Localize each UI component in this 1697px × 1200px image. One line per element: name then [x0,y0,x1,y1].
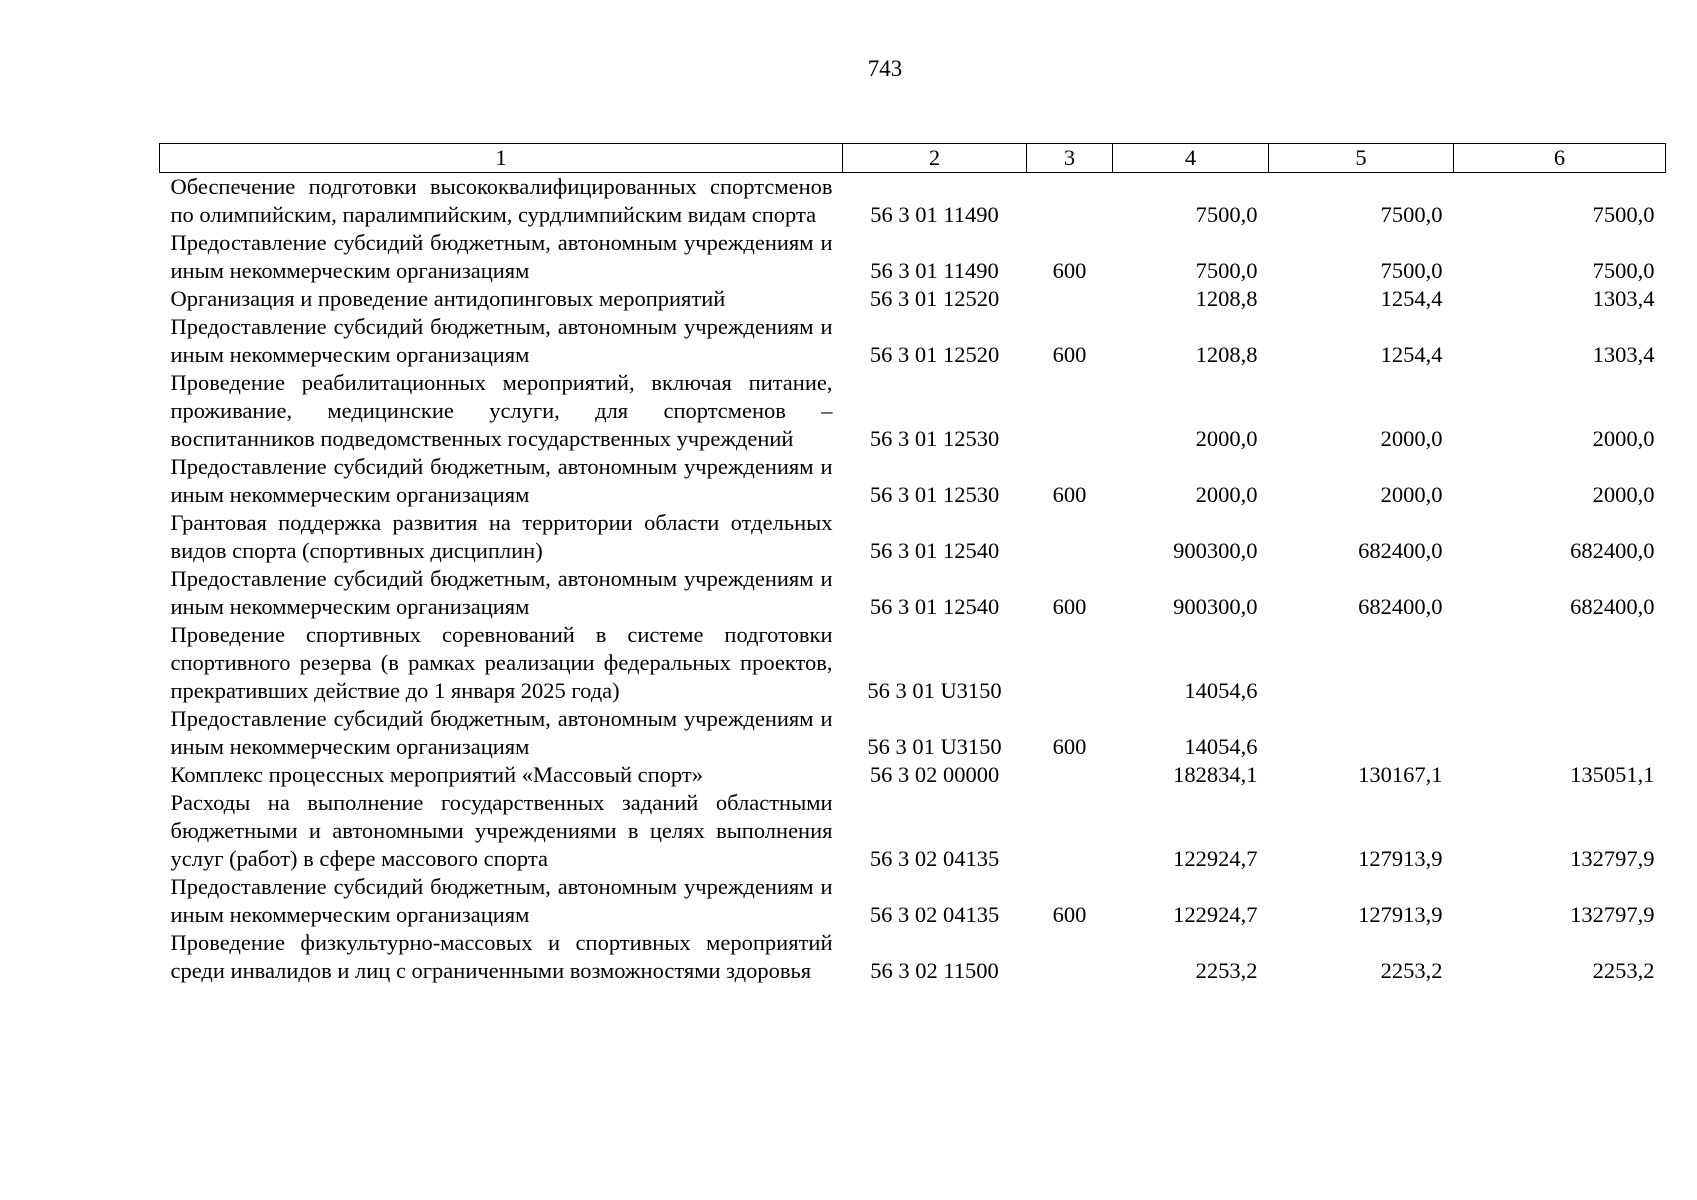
amount-col4-cell: 1208,8 [1195,286,1258,311]
amount-col5-cell: 7500,0 [1380,202,1443,227]
column-header-6: 6 [1454,144,1666,173]
amount-col5-cell: 2000,0 [1380,482,1443,507]
table-row [160,873,1666,929]
amount-col6-cell: 2000,0 [1592,482,1655,507]
amount-col4-cell: 122924,7 [1173,902,1258,927]
expense-name-cell: Проведение спортивных соревнований в системе подготовки спортивного резерва (в рамках реализации федеральных проектов, прекративших действие до 1 января 2025 года) [170,622,833,703]
expense-name-cell: Расходы на выполнение государственных заданий областными бюджетными и автономными учреждениями в целях выполнения услуг (работ) в сфере массового спорта [170,790,833,871]
amount-col5-cell [1269,705,1454,761]
expense-name-cell: Предоставление субсидий бюджетным, автономным учреждениям и иным некоммерческим организациям [170,874,833,927]
budget-table-container [159,143,1666,985]
table-row [160,173,1666,230]
budget-code-cell: 56 3 01 U3150 [867,734,1002,759]
budget-code-cell: 56 3 01 12520 [869,342,1000,367]
expense-type-cell: 600 [1052,258,1087,283]
table-row [160,929,1666,985]
amount-col4-cell: 2000,0 [1195,482,1258,507]
amount-col5-cell: 682400,0 [1358,594,1443,619]
table-row [160,621,1666,705]
budget-code-cell: 56 3 02 00000 [869,762,1000,787]
expense-type-cell: 600 [1052,342,1087,367]
expense-type-cell [1027,929,1113,985]
column-header-5: 5 [1269,144,1454,173]
amount-col6-cell: 2000,0 [1592,426,1655,451]
table-row [160,369,1666,453]
expense-type-cell: 600 [1052,594,1087,619]
amount-col4-cell: 7500,0 [1195,258,1258,283]
budget-code-cell: 56 3 01 12530 [869,482,1000,507]
expense-type-cell [1027,761,1113,789]
amount-col4-cell: 900300,0 [1173,538,1258,563]
expense-type-cell [1027,621,1113,705]
expense-name-cell: Обеспечение подготовки высококвалифицированных спортсменов по олимпийским, паралимпийским, сурдлимпийским видам спорта [170,174,833,227]
amount-col4-cell: 122924,7 [1173,846,1258,871]
table-row [160,761,1666,789]
amount-col5-cell: 127913,9 [1358,902,1443,927]
amount-col5-cell: 7500,0 [1380,258,1443,283]
column-header-3: 3 [1027,144,1113,173]
table-body [160,173,1666,986]
budget-code-cell: 56 3 02 11500 [870,958,999,983]
column-header-1: 1 [160,144,843,173]
amount-col6-cell: 682400,0 [1570,538,1655,563]
expense-type-cell [1027,285,1113,313]
budget-code-cell: 56 3 01 11490 [870,202,999,227]
amount-col6-cell: 2253,2 [1592,958,1655,983]
expense-name-cell: Проведение физкультурно-массовых и спортивных мероприятий среди инвалидов и лиц с ограниченными возможностями здоровья [170,930,833,983]
budget-code-cell: 56 3 01 12530 [869,426,1000,451]
amount-col4-cell: 182834,1 [1173,762,1258,787]
amount-col5-cell: 2253,2 [1380,958,1443,983]
amount-col6-cell: 135051,1 [1570,762,1655,787]
table-row [160,565,1666,621]
amount-col5-cell: 682400,0 [1358,538,1443,563]
expense-name-cell: Предоставление субсидий бюджетным, автономным учреждениям и иным некоммерческим организациям [170,230,833,283]
amount-col4-cell: 1208,8 [1195,342,1258,367]
amount-col4-cell: 7500,0 [1195,202,1258,227]
amount-col6-cell [1454,705,1666,761]
expense-name-cell: Организация и проведение антидопинговых мероприятий [170,286,726,311]
amount-col6-cell: 1303,4 [1592,286,1655,311]
budget-code-cell: 56 3 01 11490 [870,258,999,283]
amount-col6-cell: 132797,9 [1570,902,1655,927]
table-row [160,229,1666,285]
page-number: 743 [867,56,903,81]
expense-type-cell [1027,369,1113,453]
expense-name-cell: Предоставление субсидий бюджетным, автономным учреждениям и иным некоммерческим организациям [170,454,833,507]
amount-col5-cell: 1254,4 [1380,286,1443,311]
expense-name-cell: Грантовая поддержка развития на территории области отдельных видов спорта (спортивных дисциплин) [170,510,833,563]
budget-code-cell: 56 3 02 04135 [869,902,1000,927]
expense-name-cell: Предоставление субсидий бюджетным, автономным учреждениям и иным некоммерческим организациям [170,706,833,759]
table-row [160,509,1666,565]
amount-col4-cell: 2000,0 [1195,426,1258,451]
budget-code-cell: 56 3 01 12540 [869,538,1000,563]
column-header-2: 2 [843,144,1027,173]
budget-code-cell: 56 3 01 12540 [869,594,1000,619]
budget-table [159,143,1666,985]
expense-name-cell: Проведение реабилитационных мероприятий, включая питание, проживание, медицинские услуги, для спортсменов – воспитанников подведомственных государственных учреждений [170,370,833,451]
amount-col4-cell: 2253,2 [1195,958,1258,983]
budget-code-cell: 56 3 01 U3150 [867,678,1002,703]
amount-col6-cell: 1303,4 [1592,342,1655,367]
amount-col6-cell: 7500,0 [1592,202,1655,227]
amount-col6-cell: 7500,0 [1592,258,1655,283]
table-row [160,789,1666,873]
amount-col4-cell: 900300,0 [1173,594,1258,619]
expense-name-cell: Предоставление субсидий бюджетным, автономным учреждениям и иным некоммерческим организациям [170,314,833,367]
expense-type-cell: 600 [1052,902,1087,927]
table-header-row [160,144,1666,173]
expense-type-cell [1027,789,1113,873]
amount-col6-cell: 682400,0 [1570,594,1655,619]
expense-name-cell: Предоставление субсидий бюджетным, автономным учреждениям и иным некоммерческим организациям [170,566,833,619]
budget-code-cell: 56 3 02 04135 [869,846,1000,871]
expense-type-cell [1027,173,1113,230]
expense-type-cell [1027,509,1113,565]
amount-col5-cell: 1254,4 [1380,342,1443,367]
table-row [160,705,1666,761]
expense-type-cell: 600 [1052,734,1087,759]
expense-name-cell: Комплекс процессных мероприятий «Массовый спорт» [170,762,703,787]
expense-type-cell: 600 [1052,482,1087,507]
amount-col5-cell: 2000,0 [1380,426,1443,451]
amount-col5-cell: 127913,9 [1358,846,1443,871]
budget-code-cell: 56 3 01 12520 [869,286,1000,311]
amount-col5-cell [1269,621,1454,705]
table-row [160,285,1666,313]
column-header-4: 4 [1113,144,1269,173]
table-row [160,453,1666,509]
table-row [160,313,1666,369]
amount-col6-cell [1454,621,1666,705]
amount-col5-cell: 130167,1 [1358,762,1443,787]
amount-col6-cell: 132797,9 [1570,846,1655,871]
amount-col4-cell: 14054,6 [1184,734,1258,759]
amount-col4-cell: 14054,6 [1184,678,1258,703]
